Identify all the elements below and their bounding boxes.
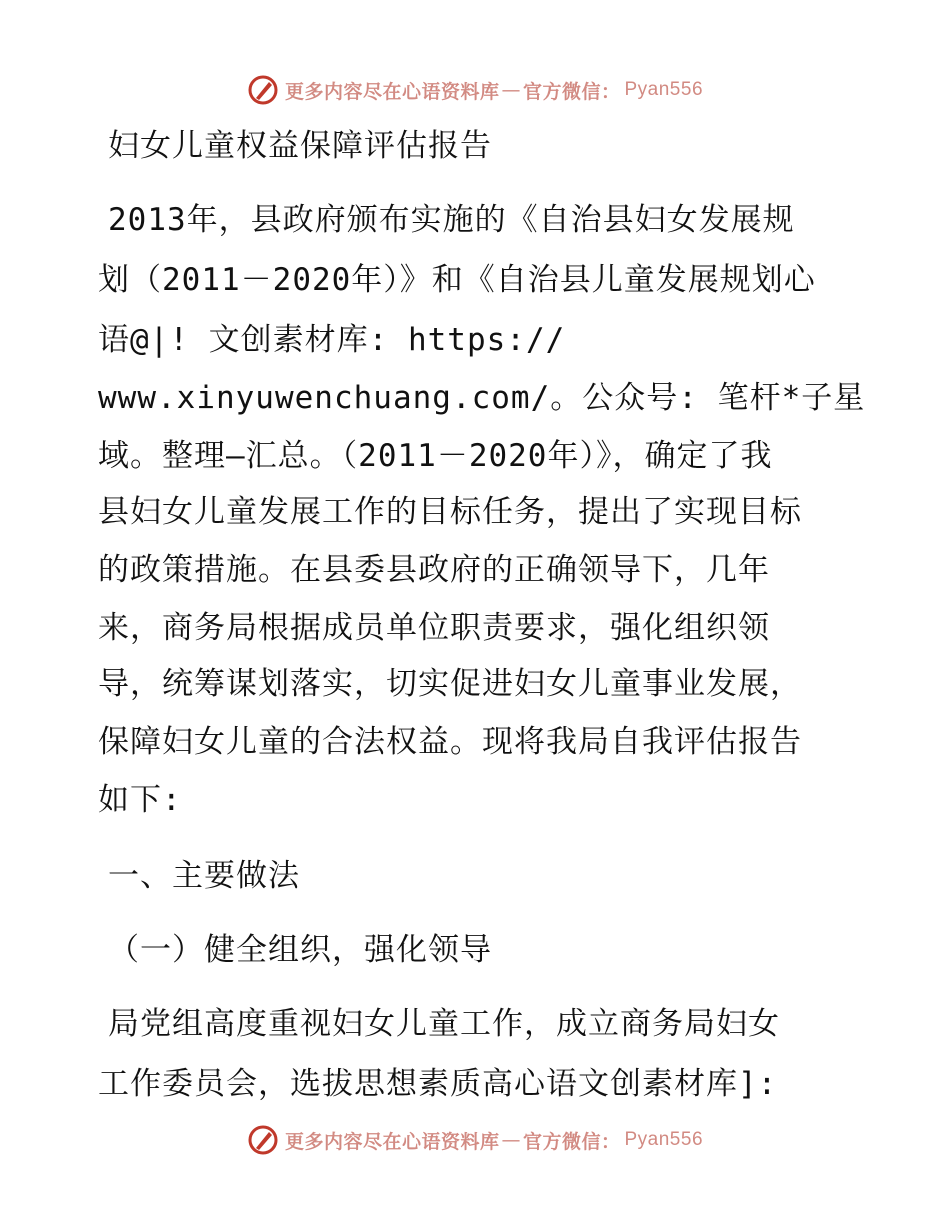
paragraph-line: 导，统筹谋划落实，切实促进妇女儿童事业发展， <box>98 666 802 702</box>
watermark-brand: 更多内容尽在心语资料库 <box>284 80 500 103</box>
watermark-header <box>0 70 950 110</box>
document-title: 妇女儿童权益保障评估报告 <box>108 128 492 164</box>
paragraph-line: www.xinyuwenchuang.com/。公众号: 笔杆*子星 <box>98 380 866 416</box>
section-heading: 一、主要做法 <box>108 858 300 894</box>
watermark-brand: 更多内容尽在心语资料库 <box>284 1130 500 1153</box>
paragraph-line: 语@|! 文创素材库: https:// <box>98 322 566 358</box>
pen-logo-icon <box>247 74 279 106</box>
paragraph-line: 的政策措施。在县委县政府的正确领导下，几年 <box>98 552 770 588</box>
watermark-label: 官方微信： <box>522 1130 621 1153</box>
paragraph-line: 2013年，县政府颁布实施的《自治县妇女发展规 <box>108 202 795 238</box>
watermark-id: Pyan556 <box>624 1129 704 1150</box>
pen-logo-icon <box>247 1124 279 1156</box>
paragraph-line: 局党组高度重视妇女儿童工作，成立商务局妇女 <box>108 1006 780 1042</box>
watermark-footer <box>0 1120 950 1160</box>
watermark-label: 官方微信： <box>522 80 621 103</box>
paragraph-line: 工作委员会，选拔思想素质高心语文创素材库]: <box>98 1066 778 1102</box>
watermark-dash: — <box>501 1129 521 1151</box>
watermark-dash: — <box>501 79 521 101</box>
paragraph-line: 县妇女儿童发展工作的目标任务，提出了实现目标 <box>98 494 802 530</box>
paragraph-line: 来，商务局根据成员单位职责要求，强化组织领 <box>98 610 770 646</box>
paragraph-line: 如下: <box>98 782 182 818</box>
paragraph-line: 划（2011－2020年）》和《自治县儿童发展规划心 <box>98 262 816 298</box>
paragraph-line: 保障妇女儿童的合法权益。现将我局自我评估报告 <box>98 724 802 760</box>
subsection-heading: （一）健全组织，强化领导 <box>108 932 492 968</box>
paragraph-line: 域。整理—汇总。（2011－2020年）》，确定了我 <box>98 438 773 474</box>
watermark-id: Pyan556 <box>624 79 704 100</box>
